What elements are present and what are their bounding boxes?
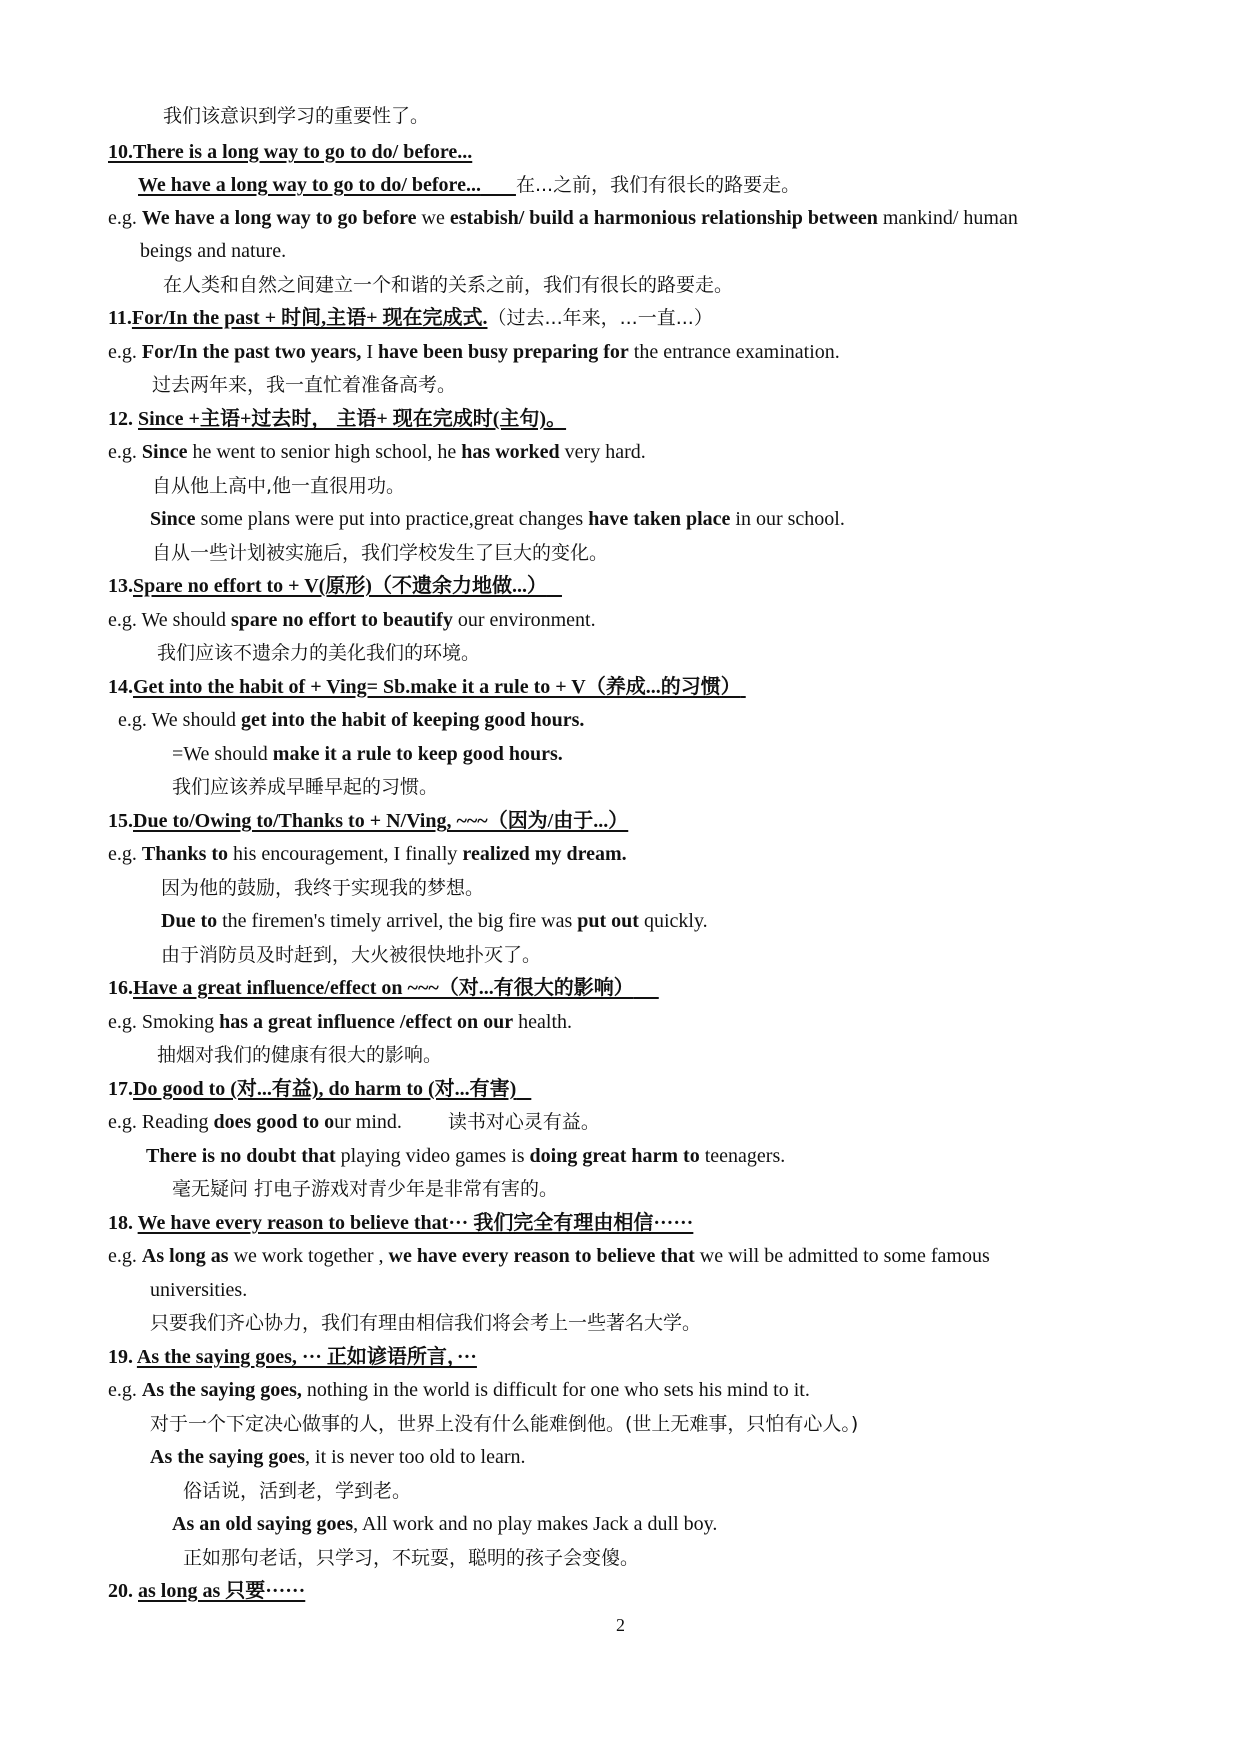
text-line: 只要我们齐心协力，我们有理由相信我们将会考上一些著名大学。: [150, 1312, 702, 1334]
text-line: universities.: [150, 1279, 248, 1301]
page-number: 2: [616, 1615, 625, 1635]
section-heading: 11.For/In the past + 时间,主语+ 现在完成式.（过去...年来，...一直...）: [108, 307, 713, 329]
text-line: 由于消防员及时赶到，大火被很快地扑灭了。: [161, 944, 542, 966]
section-heading: 13.Spare no effort to + V(原形)（不遗余力地做...）: [108, 575, 547, 597]
example-line: e.g. As the saying goes, nothing in the world is difficult for one who sets his mind to it.: [108, 1379, 810, 1401]
section-heading: 18. We have every reason to believe that··· 我们完全有理由相信······: [108, 1212, 694, 1234]
text-line: We have a long way to go to do/ before... 在...之前，我们有很长的路要走。: [138, 174, 801, 196]
text-line: 自从一些计划被实施后，我们学校发生了巨大的变化。: [152, 542, 609, 564]
example-line: Since some plans were put into practice,great changes have taken place in our school.: [150, 508, 845, 530]
section-heading: 12. Since +主语+过去时， 主语+ 现在完成时(主句)。: [108, 408, 567, 430]
text-line: 我们应该养成早睡早起的习惯。: [172, 776, 439, 798]
text-line: beings and nature.: [140, 240, 287, 262]
section-heading: 19. As the saying goes, ··· 正如谚语所言，···: [108, 1346, 477, 1368]
text-line: 因为他的鼓励，我终于实现我的梦想。: [161, 877, 485, 899]
text-line: 过去两年来，我一直忙着准备高考。: [152, 374, 457, 396]
text-line: 自从他上高中,他一直很用功。: [152, 475, 406, 497]
text-line: 对于一个下定决心做事的人，世界上没有什么能难倒他。(世上无难事，只怕有心人。): [150, 1413, 859, 1435]
text-line: 正如那句老话，只学习，不玩耍，聪明的孩子会变傻。: [183, 1547, 640, 1569]
example-line: As an old saying goes, All work and no play makes Jack a dull boy.: [172, 1513, 718, 1535]
example-line: There is no doubt that playing video games is doing great harm to teenagers.: [146, 1145, 786, 1167]
text-line: 俗话说，活到老，学到老。: [183, 1480, 412, 1502]
text-line: 我们应该不遗余力的美化我们的环境。: [157, 642, 481, 664]
section-heading: 17.Do good to (对...有益), do harm to (对...有害): [108, 1078, 517, 1100]
section-heading: 15.Due to/Owing to/Thanks to + N/Ving, ~~~（因为/由于...）: [108, 810, 629, 832]
example-line: e.g. Reading does good to our mind. 读书对心灵有益。: [108, 1111, 600, 1133]
example-line: e.g. Since he went to senior high school, he has worked very hard.: [108, 441, 646, 463]
section-heading: 10.There is a long way to go to do/ before...: [108, 141, 473, 163]
text-line: 我们该意识到学习的重要性了。: [163, 105, 430, 127]
example-line: e.g. Smoking has a great influence /effect on our health.: [108, 1011, 573, 1033]
text-line: 在人类和自然之间建立一个和谐的关系之前，我们有很长的路要走。: [163, 274, 734, 296]
example-line: Due to the firemen's timely arrivel, the big fire was put out quickly.: [161, 910, 708, 932]
example-line: e.g. We should spare no effort to beautify our environment.: [108, 609, 596, 631]
example-line: e.g. We have a long way to go before we estabish/ build a harmonious relationship between mankind/ human: [108, 207, 1018, 229]
text-line: 抽烟对我们的健康有很大的影响。: [157, 1044, 443, 1066]
example-line: e.g. For/In the past two years, I have been busy preparing for the entrance examination.: [108, 341, 840, 363]
section-heading: 20. as long as 只要······: [108, 1580, 306, 1602]
example-line: e.g. We should get into the habit of keeping good hours.: [118, 709, 585, 731]
section-heading: 16.Have a great influence/effect on ~~~（对...有很大的影响）: [108, 977, 634, 999]
example-line: e.g. Thanks to his encouragement, I finally realized my dream.: [108, 843, 627, 865]
text-line: 毫无疑问 打电子游戏对青少年是非常有害的。: [172, 1178, 559, 1200]
example-line: As the saying goes, it is never too old to learn.: [150, 1446, 526, 1468]
example-line: e.g. As long as we work together , we have every reason to believe that we will be admitted to some famous: [108, 1245, 990, 1267]
example-line: =We should make it a rule to keep good hours.: [172, 743, 563, 765]
section-heading: 14.Get into the habit of + Ving= Sb.make it a rule to + V（养成...的习惯）: [108, 676, 741, 698]
